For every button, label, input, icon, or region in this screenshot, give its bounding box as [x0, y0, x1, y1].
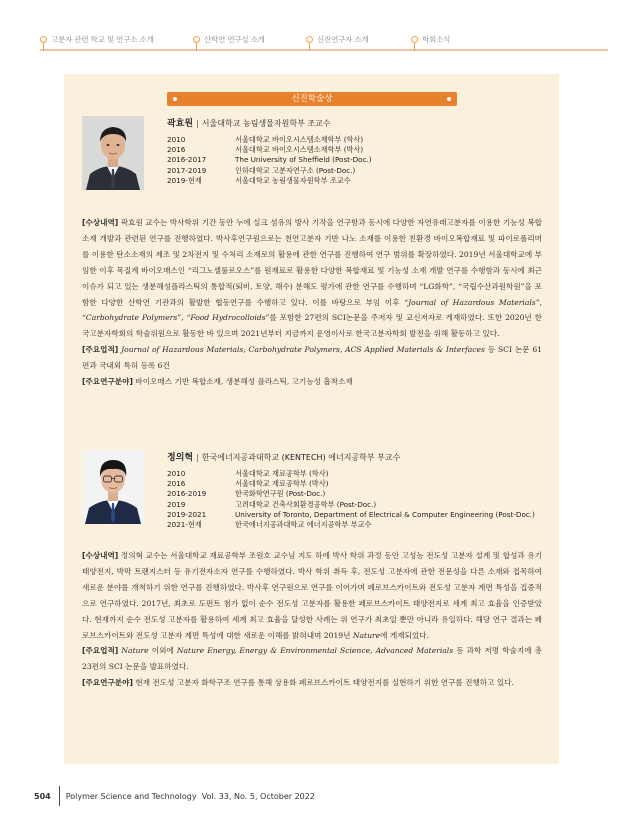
profile-name: 정의혁: [167, 453, 194, 463]
nav-item-news[interactable]: [411, 34, 450, 45]
profile-affiliation: 한국에너지공과대학교 (KENTECH) 에너지공학부 부교수: [201, 453, 401, 462]
bar-cap-icon: [173, 97, 177, 101]
nav-item-institutes[interactable]: [40, 34, 154, 45]
education-row: 2016 서울대학교 바이오시스템소재학부 (박사): [167, 145, 364, 155]
education-row: 2016 서울대학교 재료공학부 (박사): [167, 479, 329, 489]
profile-kwak-description: [82, 215, 542, 390]
education-row: 2010 서울대학교 재료공학부 (학사): [167, 469, 329, 478]
profile-heading: 정의혁 | 한국에너지공과대학교 (KENTECH) 에너지공학부 부교수: [167, 453, 401, 463]
education-row: 2021-현재 한국에너지공과대학교 에너지공학부 부교수: [167, 520, 372, 530]
top-navigation: [0, 0, 622, 60]
nav-marker-icon: [40, 36, 47, 43]
nav-item-label: 학회소식: [422, 35, 451, 44]
section-title-bar: [167, 92, 457, 106]
journal-issue: Vol. 33, No. 5, October 2022: [201, 791, 315, 801]
nav-item-label: 산학연 연구실 소개: [204, 35, 265, 44]
education-row: 2019-현재 서울대학교 농림생물자원학부 조교수: [167, 175, 351, 185]
footer-divider: [59, 786, 60, 806]
profile-affiliation: 서울대학교 농림생물자원학부 조교수: [201, 119, 331, 128]
profile-name: 곽효원: [167, 119, 194, 129]
education-row: 2019 고려대학교 건축사회환경공학부 (Post-Doc.): [167, 499, 377, 509]
education-row: 2016-2017 The University of Sheffield (Post-Doc.): [167, 155, 372, 165]
research-fields: [주요연구분야] 바이오매스 기반 복합소재, 생분해성 플라스틱, 고기능성 흡착소재: [82, 377, 353, 387]
nav-item-label: 고분자 관련 학교 및 연구소 소개: [51, 35, 154, 44]
education-row: 2016-2019 한국화학연구원 (Post-Doc.): [167, 489, 326, 499]
nav-marker-icon: [306, 36, 313, 43]
nav-line: [40, 49, 608, 51]
award-paragraph: [수상내역] 정의혁 교수는 서울대학교 재료공학부 조원호 교수님 지도 하에 박사 학위 과정 동안 고성능 전도성 고분자 설계 및 합성과 유기태양전지, 박막 트랜지스터 등 유기전자소자 연구를 수행하였다. 박사 학위 취득 후, 전도성 고분자에 관한 전문성을 다른 소재와 접목하여 새로운 분야를 개척하기 위한 연구를 진행하였다. 박사후 연구원으로 연구를 이어가며 페로브스카이트와 전도성 고분자 계면 특성을 집중적으로 연구하였다. 2017년, 최초로 도펀트 첨가 없이 순수 전도성 고분자를 활용한 페로브스카이트 태양전지로 세계 최고 효율을 인증받았다. 현재까지 순수 전도성 고분자를 활용하여 세계 최고 효율을 달성한 사례는 위 연구가 최초일 뿐만 아니라 유일하다. 해당 연구 결과는 페로브스카이트와 전도성 고분자 계면 특성에 대한 새로운 이해를 밝혀내며 2019년 Nature에 게재되었다.: [82, 551, 543, 640]
education-row: 2010 서울대학교 바이오시스템소재학부 (학사): [167, 135, 364, 144]
section-title: 신진학술상: [291, 94, 333, 104]
nav-marker-icon: [411, 36, 418, 43]
nav-item-label: 신진연구자 소개: [317, 35, 369, 44]
nav-item-researchers[interactable]: [306, 34, 369, 45]
nav-item-labs[interactable]: [193, 34, 265, 45]
nav-marker-icon: [193, 36, 200, 43]
bar-cap-icon: [447, 97, 451, 101]
major-achievements: [주요업적] Journal of Hazardous Materials, Carbohydrate Polymers, ACS Applied Materials & Interfaces 등 SCI 논문 61편과 국내외 특허 등록 6건: [82, 345, 542, 371]
page-footer: [34, 786, 315, 806]
education-row: 2019-2021 University of Toronto, Department of Electrical & Computer Engineering (Post-Doc.): [167, 509, 535, 519]
profile-photo: [82, 116, 144, 190]
research-fields: [주요연구분야] 현재 전도성 고분자 화학구조 연구를 통해 상용화 페로브스카이트 태양전지를 실현하기 위한 연구를 진행하고 있다.: [82, 678, 514, 688]
profile-photo: [82, 450, 144, 524]
education-list: [167, 469, 535, 530]
award-paragraph: [수상내역] 곽효원 교수는 박사학위 기간 동안 누에 실크 섬유의 방사 기작을 연구함과 동시에 다양한 자연유래고분자를 이용한 기능성 복합소재 개발과 관련된 연구를 진행하였다. 박사후연구원으로는 천연고분자 기반 나노 소재를 이용한 친환경 바이오복합재료 및 파이로폴리머를 이용한 탄소소재의 제조 및 2차전지 및 수처리 소재로의 활용에 관한 연구를 진행하여 연구 범위를 확장하였다. 2019년 서울대학교에 부임한 이후 목질계 바이오매스인 “리그노셀룰로오스”를 원재료로 활용한 다양한 복합재료 및 기능성 소재 개발 연구를 수행함과 동시에 최근 이슈가 되고 있는 생분해성플라스틱의 통합적(퇴비, 토양, 해수) 분해도 평가에 관한 연구를 수행하며 “LG화학”, “국립수산과원학원”을 포함한 다양한 산학연 기관과의 활발한 협동연구를 수행하고 있다. 이를 바탕으로 부임 이후 “Journal of Hazardous Materials”, “Carbohydrate Polymers”, “Food Hydrocolloids”를 포함한 27편의 SCI논문을 주저자 및 교신저자로 게재하였다. 또한 2020년 한국고분자학회의 학술위원으로 활동한 바 있으며 2021년부터 지금까지 운영이사로 한국고분자학회 발전을 위해 활동하고 있다.: [82, 218, 543, 339]
education-row: 2017-2019 인하대학교 고분자연구소 (Post-Doc.): [167, 165, 356, 175]
education-list: [167, 135, 372, 186]
profile-jeong-description: [82, 548, 542, 691]
content-panel: [64, 74, 559, 764]
journal-name: Polymer Science and Technology: [65, 791, 197, 801]
page-number: 504: [34, 791, 51, 801]
profile-heading: 곽효원 | 서울대학교 농림생물자원학부 조교수: [167, 119, 331, 129]
major-achievements: [주요업적] Nature 이외에 Nature Energy, Energy & Environmental Science, Advanced Materials 등 과학 저명 학술지에 총 23편의 SCI 논문을 발표하였다.: [82, 646, 542, 672]
